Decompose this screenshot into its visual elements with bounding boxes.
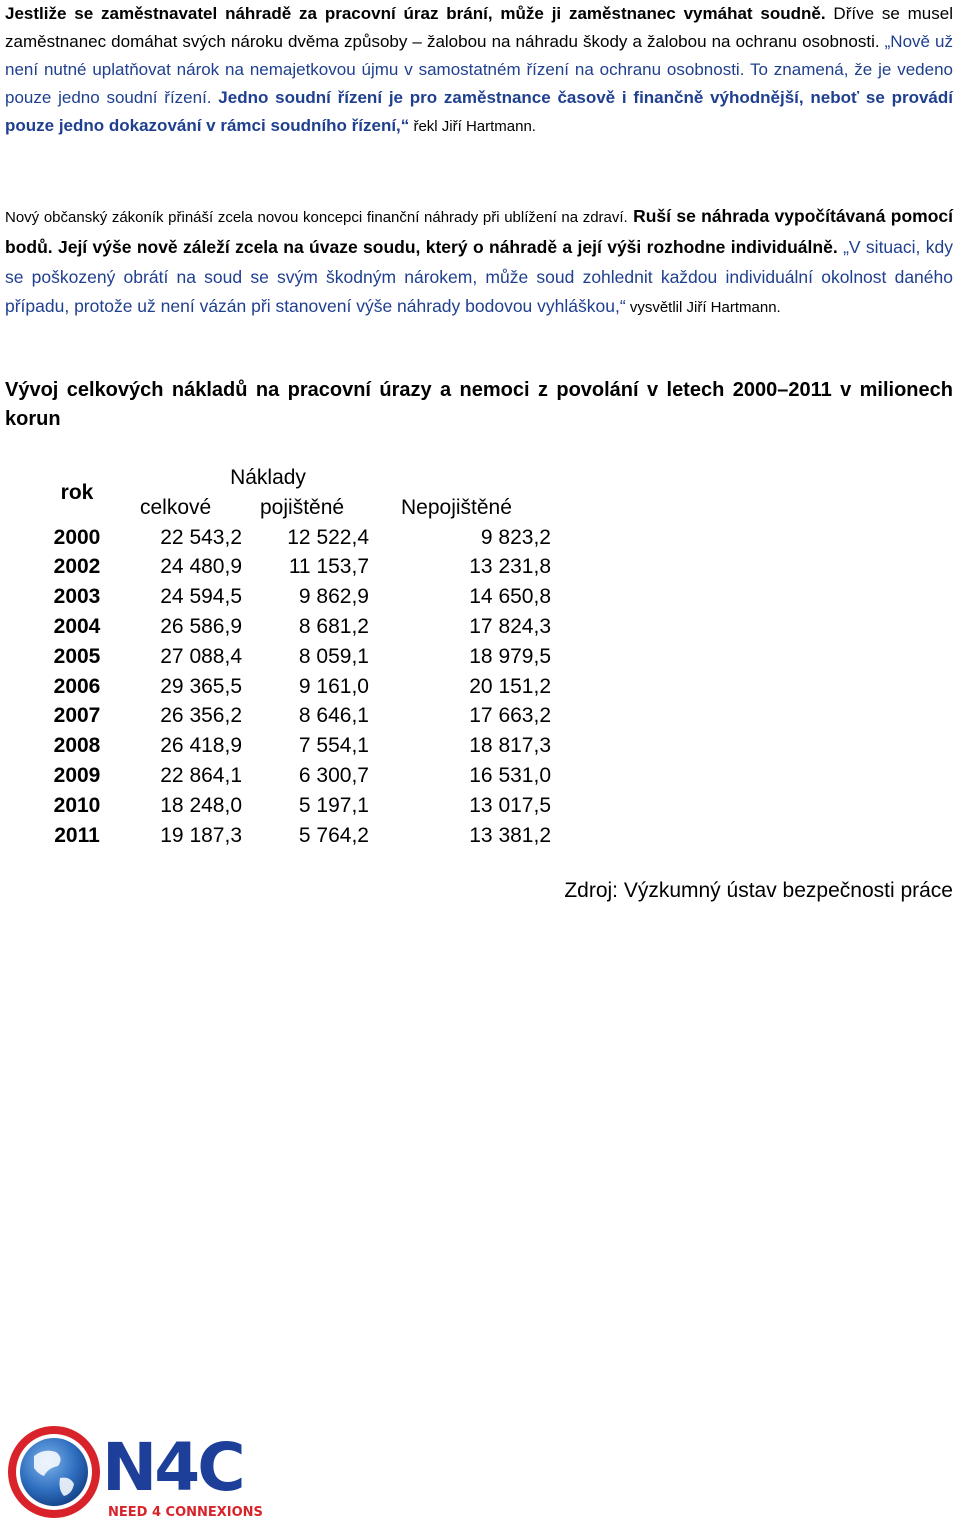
p1-lead-sentence: Jestliže se zaměstnavatel náhradě za pracovní úraz brání, může ji zaměstnanec vymáhat soudně. [5,4,826,23]
cell-celkove: 26 418,9 [160,734,242,758]
cell-pojistene: 8 059,1 [298,644,369,668]
header-celkove: celkové [140,495,212,519]
table-row [22,821,551,851]
source-note: Zdroj: Výzkumný ústav bezpečnosti práce [564,879,953,902]
logo-tagline: NEED 4 CONNEXIONS [108,1505,263,1520]
paragraph-2 [5,202,953,323]
cell-nepojistene: 13 017,5 [469,793,551,817]
p1-attribution: řekl Jiří Hartmann. [409,118,536,135]
globe-icon [20,1438,88,1506]
cell-pojistene: 7 554,1 [298,734,369,758]
cell-celkove: 19 187,3 [160,823,242,847]
cell-year: 2007 [53,704,101,728]
cell-pojistene: 6 300,7 [298,763,369,787]
header-naklady: Náklady [230,466,306,489]
cell-pojistene: 11 153,7 [288,555,369,579]
table-row [22,612,551,642]
table-row [22,672,551,702]
cell-celkove: 22 543,2 [160,525,242,549]
cell-pojistene: 8 681,2 [298,614,369,638]
cell-year: 2004 [53,614,101,638]
cell-nepojistene: 20 151,2 [469,674,551,698]
cell-year: 2010 [53,793,101,817]
table-row [22,582,551,612]
p2-attribution: vysvětlil Jiří Hartmann. [625,299,781,317]
paragraph-1 [5,0,953,141]
table-row [22,731,551,761]
header-nepojistene: Nepojištěné [401,495,512,519]
n4c-logo [4,1420,272,1525]
costs-table [22,463,551,850]
cell-nepojistene: 17 663,2 [469,704,551,728]
table-row [22,761,551,791]
cell-year: 2002 [53,555,101,579]
p2-sentence-1: Nový občanský zákoník přináší zcela novou koncepci finanční náhrady při ublížení na zdraví. [5,209,628,226]
cell-celkove: 18 248,0 [160,793,242,817]
cell-pojistene: 12 522,4 [287,525,369,549]
cell-year: 2009 [53,763,101,787]
cell-pojistene: 8 646,1 [298,704,369,728]
table-row [22,552,551,582]
cell-pojistene: 9 161,0 [298,674,369,698]
cell-year: 2003 [53,585,101,609]
cell-year: 2011 [54,823,100,847]
cell-year: 2006 [53,674,101,698]
p1-sentence-2: Dříve se musel zaměstnanec domáhat svých nároku dvěma způsoby – žalobou na náhradu škody a žalobou na ochranu osobnosti. [5,4,953,51]
cell-celkove: 26 586,9 [160,614,242,638]
cell-nepojistene: 13 381,2 [469,823,551,847]
cell-nepojistene: 18 979,5 [469,644,551,668]
cell-year: 2000 [53,525,101,549]
header-pojistene: pojištěné [260,495,345,519]
cell-celkove: 26 356,2 [160,704,242,728]
table-row [22,642,551,672]
cell-pojistene: 9 862,9 [298,585,369,609]
cell-celkove: 29 365,5 [160,674,242,698]
cell-pojistene: 5 197,1 [298,793,369,817]
p1-quote-bold: Jedno soudní řízení je pro zaměstnance časově i finančně výhodnější, neboť se provádí pouze jedno dokazování v rámci soudního řízení,“ [5,88,953,135]
cell-nepojistene: 18 817,3 [469,734,551,758]
cell-nepojistene: 14 650,8 [469,585,551,609]
table-row [22,791,551,821]
cell-nepojistene: 17 824,3 [469,614,551,638]
p1-quote: „Nově už není nutné uplatňovat nárok na nemajetkovou újmu v samostatném řízení na ochranu osobnosti. To znamená, že je vedeno pouze jedno soudní řízení. [5,32,954,107]
cell-celkove: 24 480,9 [160,555,242,579]
table-title: Vývoj celkových nákladů na pracovní úrazy a nemoci z povolání v letech 2000–2011 v milionech korun [5,379,953,430]
cell-nepojistene: 16 531,0 [469,763,551,787]
table-row [22,523,551,553]
logo-wordmark: N4C [102,1429,243,1506]
cell-nepojistene: 13 231,8 [469,555,551,579]
cell-year: 2005 [53,644,101,668]
cell-nepojistene: 9 823,2 [480,525,551,549]
table-row [22,701,551,731]
p2-quote: „V situaci, kdy se poškozený obrátí na soud se svým škodným nárokem, může soud zohlednit každou individuální okolnost daného případu, protože už není vázán při stanovení výše náhrady bodovou vyhláškou,“ [5,236,953,317]
cell-celkove: 27 088,4 [160,644,242,668]
cell-celkove: 24 594,5 [160,585,242,609]
cell-pojistene: 5 764,2 [298,823,369,847]
table-header-row-1 [22,463,551,493]
header-year: rok [60,480,94,504]
p2-bold-sentences: Ruší se náhrada vypočítávaná pomocí bodů. Její výše nově záleží zcela na úvaze soudu, který o náhradě a její výši rozhodne individuálně. [5,206,954,257]
cell-celkove: 22 864,1 [160,763,242,787]
cell-year: 2008 [53,734,101,758]
